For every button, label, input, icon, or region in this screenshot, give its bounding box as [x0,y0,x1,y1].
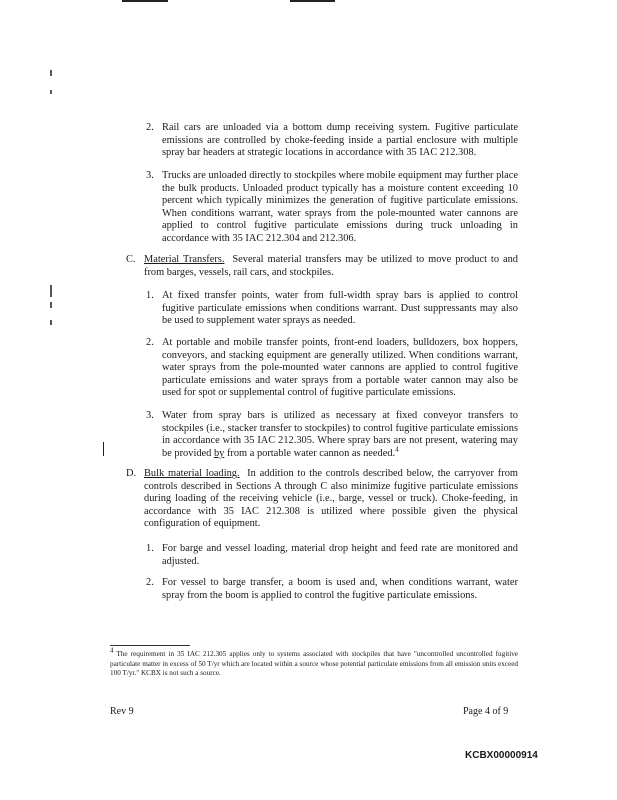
list-item-text: For barge and vessel loading, material drop height and feed rate are monitored and adjusted. [162,543,518,567]
list-item-text: Water from spray bars is utilized as necessary at fixed conveyor transfers to stockpiles (i.e., stacker transfer to stockpiles) to control fugitive particulate emissions in accordance with 35 IAC 212.305. Where spray bars are not present, watering may be provided by from a portable water cannon as needed.$^4$ [162,410,518,459]
footnote-number: 4 [110,646,114,655]
list-number: 1. [146,290,154,301]
list-number: 1. [146,543,154,554]
section-text: Several material transfers may be utilized to move product to and from barges, vessels, rail cars, and stockpiles. [144,254,518,278]
list-number: 2. [146,122,154,133]
footnote-marker: 4 [395,445,399,454]
bates-number: KCBX00000914 [465,750,538,761]
list-item-text: At portable and mobile transfer points, front-end loaders, bulldozers, box hoppers, conveyors, and stacking equipment are generally utilized. When conditions warrant, water sprays from the pole-mounted water cannons are applied to control fugitive particulate emissions and water sprays from a portable water cannon may also be used for spot or supplemental control of fugitive particulate emissions. [162,337,518,399]
section-letter: C. [126,254,136,265]
scan-speck [50,302,52,308]
scan-edge-mark [122,0,168,2]
list-item-text: At fixed transfer points, water from full-width spray bars is applied to control fugitive particulate emissions when conditions warrant. Dust suppressants may also be used to supplement water sprays as needed. [162,290,518,327]
section-heading: Bulk material loading. [144,468,240,479]
footnote-text: The requirement in 35 IAC 212.305 applies only to systems associated with stockpiles that have "uncontrolled uncontrolled fugitive particulate matter in excess of 50 T/yr which are located within a source whose potential particulate emissions from all emission units exceed 100 T/yr." KCBX is not such a source. [110,650,518,678]
footnote [110,646,518,679]
section-text: In addition to the controls described below, the carryover from controls described in Sections A through C also minimize fugitive particulate emissions during loading of the receiving vehicle (i.e., barge, vessel or truck). Choke-feeding, in accordance with 35 IAC 212.308 is utilized where possible given the physical configuration of equipment. [144,468,518,530]
list-number: 3. [146,410,154,421]
list-number: 2. [146,577,154,588]
revision-bar [103,442,104,456]
section-heading: Material Transfers. [144,254,225,265]
scan-speck [50,320,52,325]
list-item-text: For vessel to barge transfer, a boom is used and, when conditions warrant, water spray from the boom is applied to control the fugitive particulate emissions. [162,577,518,601]
section-c-paragraph [144,254,518,279]
section-d-paragraph [144,468,518,531]
scan-speck [50,285,52,297]
scan-edge-mark [290,0,335,2]
page-number: Page 4 of 9 [463,706,509,717]
list-number: 2. [146,337,154,348]
revision-label: Rev 9 [110,706,134,717]
list-number: 3. [146,170,154,181]
footnote-rule [110,645,190,646]
list-item-text: Rail cars are unloaded via a bottom dump receiving system. Fugitive particulate emissions are controlled by choke-feeding inside a partial enclosure with multiple spray bar headers at strategic locations in accordance with 35 IAC 212.308. [162,122,518,159]
section-letter: D. [126,468,137,479]
list-item-text: Trucks are unloaded directly to stockpiles where mobile equipment may further place the bulk products. Unloaded product typically has a moisture content exceeding 10 percent which typically minimizes the generation of fugitive particulate emissions. When conditions warrant, water sprays from the pole-mounted water cannons are applied to control fugitive particulate emissions during truck unloading in accordance with 35 IAC 212.304 and 212.306. [162,170,518,244]
scan-speck [50,90,52,94]
scan-speck [50,70,52,76]
